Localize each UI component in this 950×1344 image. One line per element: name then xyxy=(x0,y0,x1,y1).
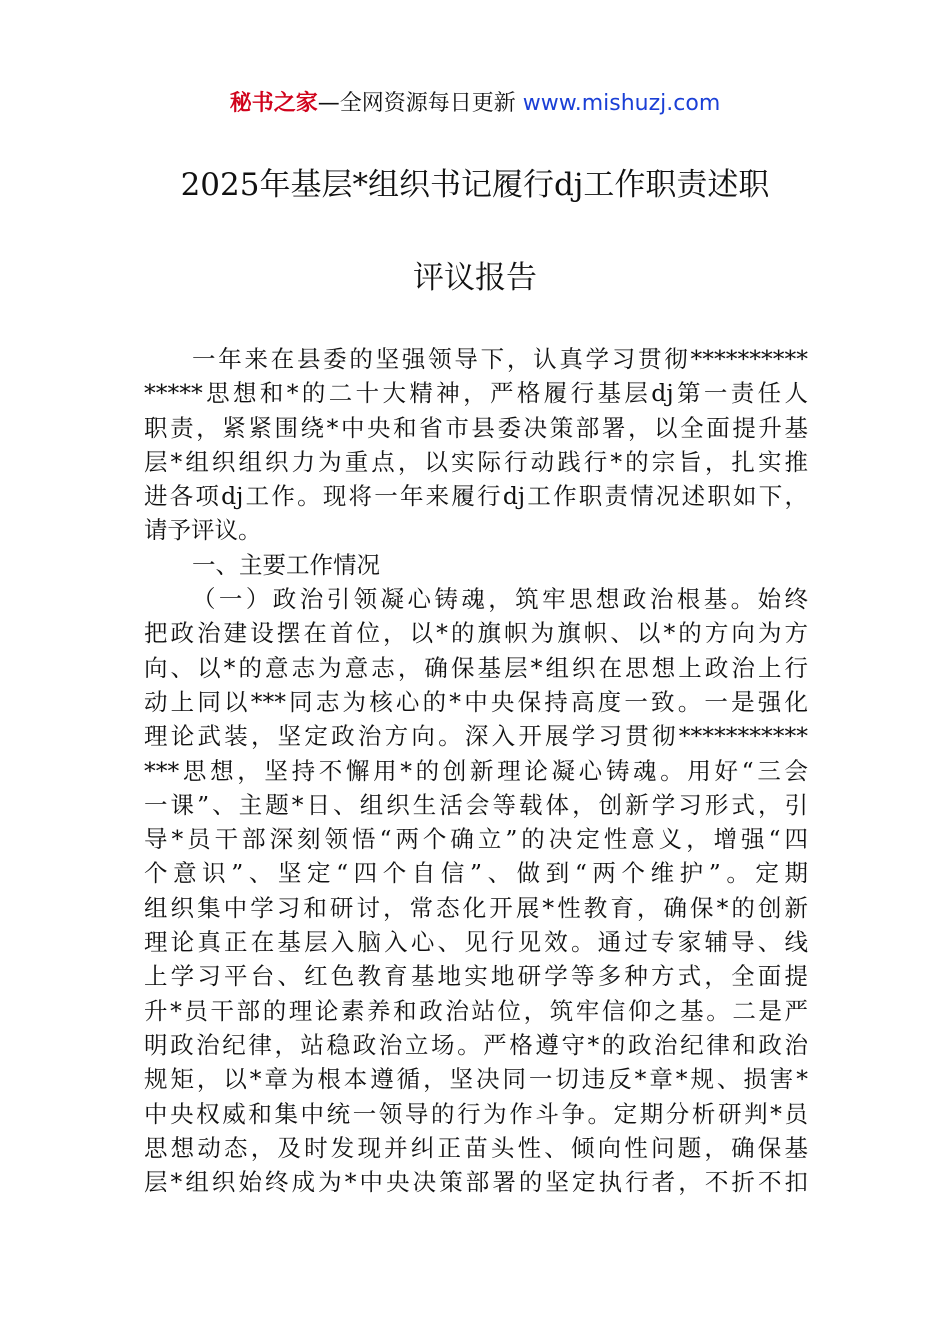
body-line: 中央权威和集中统一领导的行为作斗争。定期分析研判*员 xyxy=(144,1099,808,1128)
header-slogan: —全网资源每日更新 xyxy=(317,91,516,116)
section-heading: 一、主要工作情况 xyxy=(192,550,380,579)
body-line: 请予评议。 xyxy=(144,516,262,545)
body-line: 思想动态，及时发现并纠正苗头性、倾向性问题，确保基 xyxy=(144,1133,808,1162)
body-line: 进各项dj工作。现将一年来履行dj工作职责情况述职如下， xyxy=(144,482,808,511)
body-line: 上学习平台、红色教育基地实地研学等多种方式，全面提 xyxy=(144,962,808,991)
body-line: 明政治纪律，站稳政治立场。严格遵守*的政治纪律和政治 xyxy=(144,1030,808,1059)
body-line: 层*组织始终成为*中央决策部署的坚定执行者，不折不扣 xyxy=(144,1168,808,1197)
body-line: 一年来在县委的坚强领导下，认真学习贯彻********** xyxy=(192,345,808,373)
document-body xyxy=(144,342,808,1199)
body-line: 动上同以***同志为核心的*中央保持高度一致。一是强化 xyxy=(144,687,808,716)
site-header xyxy=(0,86,950,122)
body-line: 职责，紧紧围绕*中央和省市县委决策部署，以全面提升基 xyxy=(144,413,808,442)
body-line: ***思想，坚持不懈用*的创新理论凝心铸魂。用好“三会 xyxy=(144,756,808,785)
body-line: 把政治建设摆在首位，以*的旗帜为旗帜、以*的方向为方 xyxy=(144,619,808,648)
body-line: 理论真正在基层入脑入心、见行见效。通过专家辅导、线 xyxy=(144,928,808,957)
document-title-line-2: 评议报告 xyxy=(413,260,537,296)
header-site-link[interactable]: www.mishuzj.com xyxy=(522,91,721,116)
body-line: （一）政治引领凝心铸魂，筑牢思想政治根基。始终 xyxy=(192,585,808,614)
body-line: 向、以*的意志为意志，确保基层*组织在思想上政治上行 xyxy=(144,653,808,682)
body-line: 规矩，以*章为根本遵循，坚决同一切违反*章*规、损害* xyxy=(144,1065,808,1094)
body-line: 升*员干部的理论素养和政治站位，筑牢信仰之基。二是严 xyxy=(144,996,808,1025)
body-line: 理论武装，坚定政治方向。深入开展学习贯彻*********** xyxy=(144,722,808,751)
body-line: *****思想和*的二十大精神，严格履行基层dj第一责任人 xyxy=(144,379,808,408)
body-line: 个意识”、坚定“四个自信”、做到“两个维护”。定期 xyxy=(144,859,808,888)
body-line: 导*员干部深刻领悟“两个确立”的决定性意义，增强“四 xyxy=(144,825,808,854)
document-title-line-1: 2025年基层*组织书记履行dj工作职责述职 xyxy=(180,167,770,203)
body-line: 一课”、主题*日、组织生活会等载体，创新学习形式，引 xyxy=(144,790,808,819)
body-line: 组织集中学习和研讨，常态化开展*性教育，确保*的创新 xyxy=(144,893,808,922)
header-brand: 秘书之家 xyxy=(229,91,318,116)
body-line: 层*组织组织力为重点，以实际行动践行*的宗旨，扎实推 xyxy=(144,447,808,476)
